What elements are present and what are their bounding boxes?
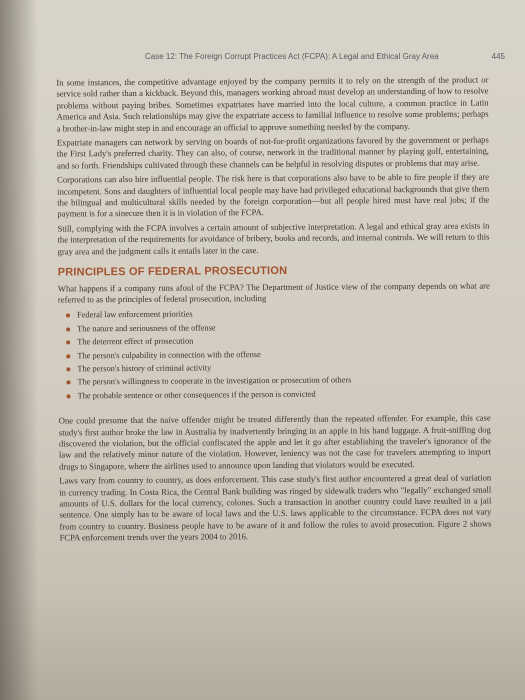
list-item: The person's culpability in connection with the offense [66,347,490,361]
list-item: The person's willingness to cooperate in the investigation or prosecution of others [66,374,490,388]
paragraph: Laws vary from country to country, as does enforcement. This case study's first author encountered a great deal of variation in currency trading. In Costa Rica, the Central Bank building was ringed by sidewalk traders who "legally" exchanged small amounts of U.S. dollars for the local currency, colones. Such a transaction in another country could have resulted in a jail sentence. One simply has to be aware of local laws and the U.S. laws applicable to the circumstance. FCPA does not vary from country to country. Business people have to be aware of it and follow the rules to avoid prosecution. Figure 2 shows FCPA enforcement trends over the years 2004 to 2016. [59,472,492,543]
paragraph: Corporations can also hire influential people. The risk here is that corporations also have to be able to fire people if they are incompetent. Sons and daughters of influential local people may have had privileged educational backgrounds that give them the bilingual and multicultural skills needed by the foreign corporation—but all people hired must have real jobs; if the payment is for a sinecure then it is in violation of the FCPA. [57,171,490,219]
page-shadow [0,0,38,700]
page-number: 445 [491,52,505,61]
list-item: The person's history of criminal activity [66,360,490,374]
page-body [56,74,491,547]
running-title: Case 12: The Foreign Corrupt Practices Act (FCPA): A Legal and Ethical Gray Area [145,52,439,61]
list-item: The deterrent effect of prosecution [66,334,490,348]
list-item: The probable sentence or other consequences if the person is convicted [67,387,491,401]
paragraph: In some instances, the competitive advantage enjoyed by the company permits it to rely on the strength of the product or service sold rather than a kickback. Beyond this, managers working abroad must develop an understanding of how to resolve problems without paying bribes. Sometimes expatriates have married into the local culture, a common practice in Latin America and Asia. Such relationships may give the expatriate access to familial influence to resolve some problems; perhaps a brother-in-law might step in and encourage an official to approve something needed by the company. [56,74,489,134]
paragraph: Still, complying with the FCPA involves a certain amount of subjective interpretation. A legal and ethical gray area exists in the interpretation of the requirements for avoidance of bribery, books and records, and internal controls. We will return to this gray area and the judgment calls it entails later in the case. [57,220,490,257]
intro-paragraph: What happens if a company runs afoul of the FCPA? The Department of Justice view of the company depends on what are referred to as the principles of federal prosecution, including [57,279,490,305]
list-item: The nature and seriousness of the offense [66,320,490,334]
paragraph: Expatriate managers can network by serving on boards of not-for-profit organizations favored by the government or perhaps the First Lady's preferred charity. They can also, of course, network in the traditional manner by playing golf, entertaining, and so forth. Friendships cultivated through these channels can be helpful in resolving disputes or problems that may arise. [56,134,489,171]
section-heading: PRINCIPLES OF FEDERAL PROSECUTION [57,265,288,279]
paragraph: One could presume that the naive offender might be treated differently than the repeated offender. For example, this case study's first author broke the law in Australia by inadvertently bringing in an apple in his hand luggage. A fruit-sniffing dog discovered the violation, but the official confiscated the apple and let it go after establishing the traveler's ignorance of the law and the relatively minor nature of the violation. However, leniency was not the case for travelers attempting to import drugs to Singapore, where the airlines used to announce upon landing that violators would be executed. [58,412,492,472]
list-item: Federal law enforcement priorities [66,307,490,321]
priorities-list [66,307,491,402]
running-header [145,52,505,61]
